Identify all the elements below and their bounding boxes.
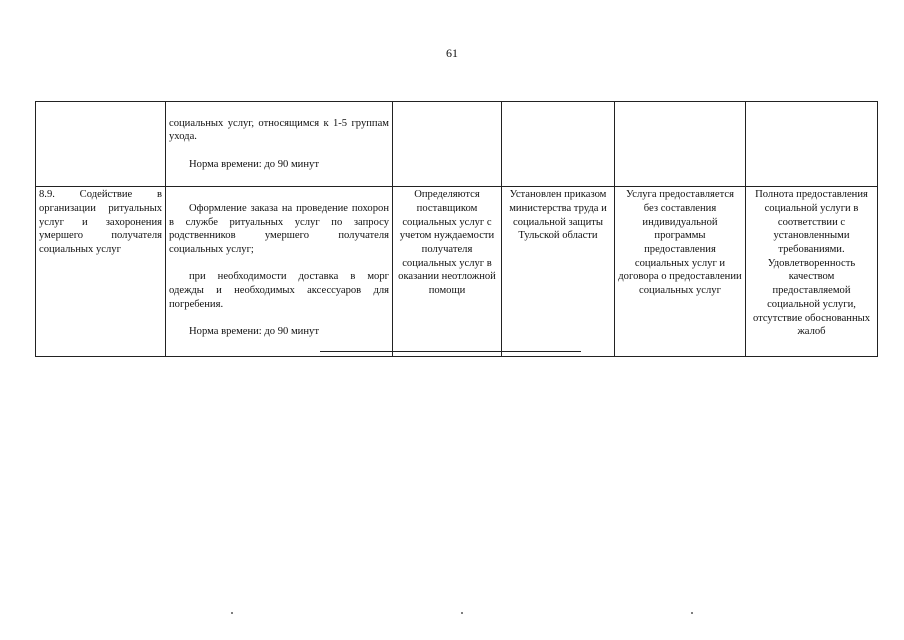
service-number-cell — [36, 102, 166, 187]
table-row-8-9 — [36, 187, 878, 357]
content-paragraph: социальных услуг, относящимся к 1-5 группам ухода. — [169, 117, 389, 143]
content-paragraph: при необходимости доставка в морг одежды и необходимых аксессуаров для погребения. — [169, 271, 389, 310]
tariff-cell: Установлен приказом министерства труда и социальной защиты Тульской области — [502, 187, 615, 357]
service-number-cell: 8.9. Содействие в организации ритуальных услуг и захоронения умершего получателя социальных услуг — [36, 187, 166, 357]
quality-cell — [746, 102, 878, 187]
time-norm-text: Норма времени: до 90 минут — [189, 326, 319, 338]
volume-cell: Определяются поставщиком социальных услуг с учетом нуждаемости получателя социальных услуг в оказании неотложной помощи — [393, 187, 502, 357]
content-paragraph: Оформление заказа на проведение похорон в службе ритуальных услуг по запросу родственников умершего получателя социальных услуг; — [169, 202, 389, 256]
scan-artifact — [461, 612, 463, 614]
services-table — [35, 101, 878, 357]
service-content-cell — [166, 102, 393, 187]
volume-cell — [393, 102, 502, 187]
service-content-cell — [166, 187, 393, 357]
table-row-continuation — [36, 102, 878, 187]
page-number: 61 — [446, 46, 458, 60]
scan-artifact — [691, 612, 693, 614]
scan-artifact — [231, 612, 233, 614]
end-of-document-line — [320, 351, 581, 352]
tariff-cell — [502, 102, 615, 187]
quality-cell: Полнота предоставления социальной услуги в соответствии с установленными требованиями. Удовлетворенность качеством предоставляемой социальной услуги, отсутствие обоснованных жалоб — [746, 187, 878, 357]
conditions-cell — [615, 102, 746, 187]
time-norm-text: Норма времени: до 90 минут — [189, 158, 319, 170]
conditions-cell: Услуга предоставляется без составления индивидуальной программы предоставления социальных услуг и договора о предоставлении социальных услуг — [615, 187, 746, 357]
